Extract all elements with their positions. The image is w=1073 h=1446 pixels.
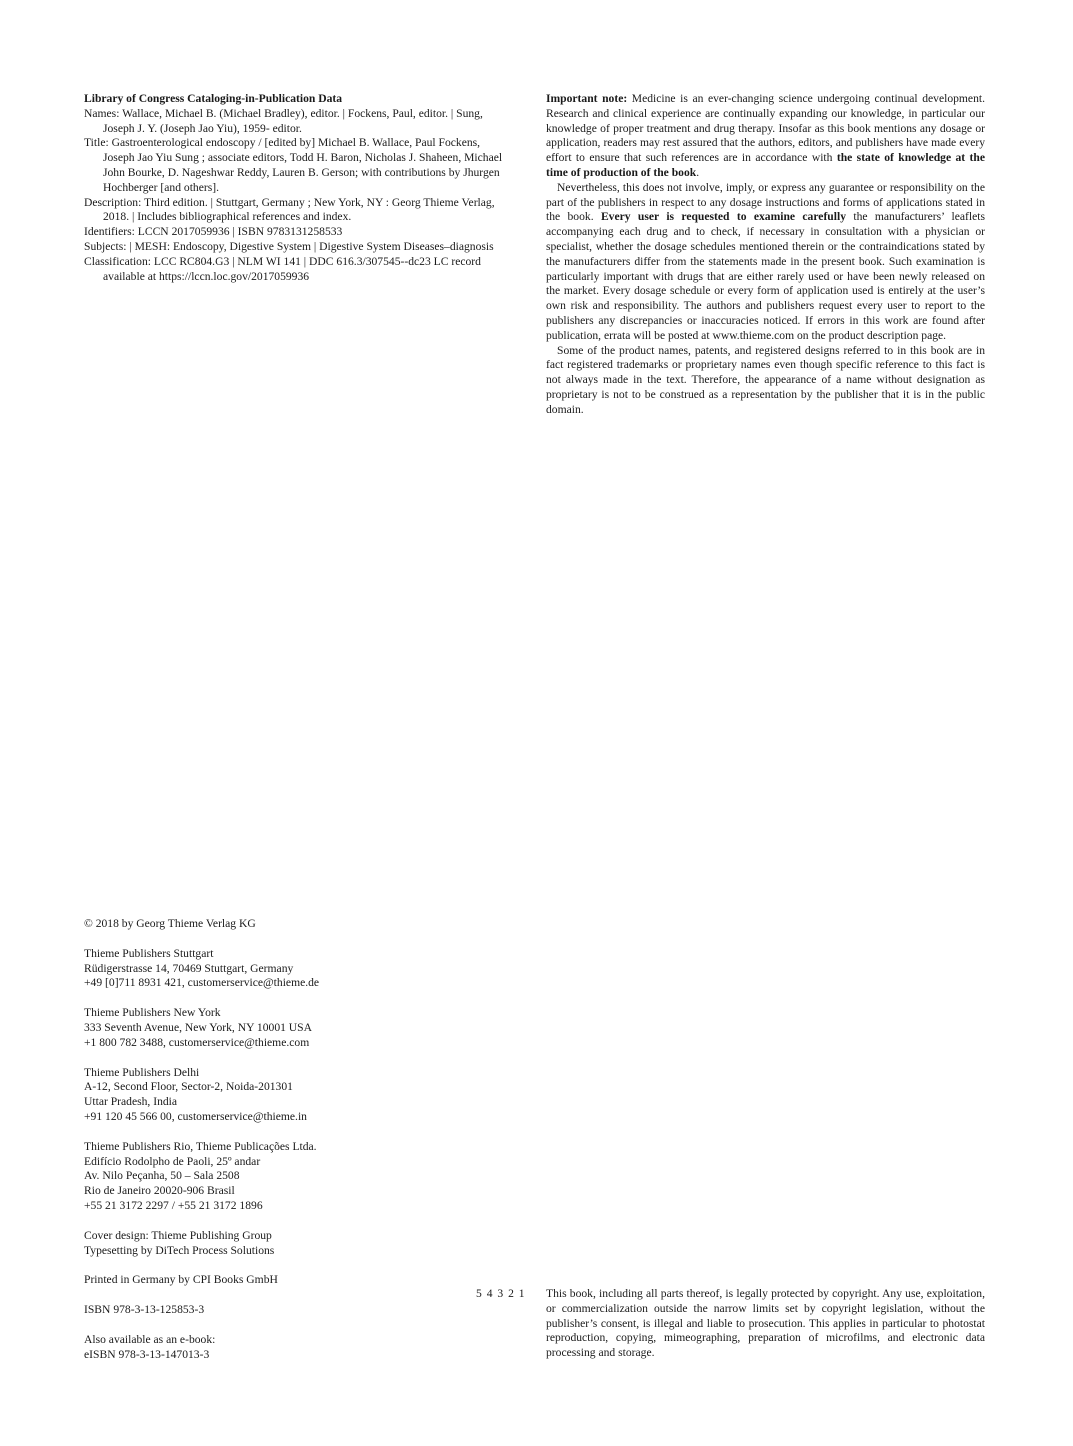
note-label: Important note: [546, 92, 628, 105]
address-stuttgart [84, 947, 464, 991]
cover-design-credit: Cover design: Thieme Publishing Group [84, 1228, 272, 1242]
address-line: 333 Seventh Avenue, New York, NY 10001 USA [84, 1020, 313, 1034]
cip-title: Title: Gastroenterological endoscopy / [edited by] Michael B. Wallace, Paul Fockens, Joseph Jao Yiu Sung ; associate editors, Todd H. Baron, Nicholas J. Shaheen, Michael John Bourke, D. Nageshwar Reddy, Lauren B. Gerson; with contributions by Jhurgen Hochberger [and others]. [84, 136, 503, 194]
address-line: Rio de Janeiro 20020-906 Brasil [84, 1184, 235, 1198]
address-newyork [84, 1006, 464, 1050]
address-line: +55 21 3172 2297 / +55 21 3172 1896 [84, 1198, 263, 1212]
note-p2-text-b: the manufacturers’ leaflets accompanying each drug and to check, if necessary in consultation with a physician or specialist, whether the dosage schedules mentioned therein or the contraindications stated by the manufacturers differ from the statements made in the present book. Such examination is particularly important with drugs that are either rarely used or have been newly released on the market. Every dosage schedule or every form of application used is entirely at the user’s own risk and responsibility. The authors and publishers request every user to report to the publishers any discrepancies or inaccuracies noticed. If errors in this work are found after publication, errata will be posted at www.thieme.com on the product description page. [546, 210, 985, 342]
cip-classification: Classification: LCC RC804.G3 | NLM WI 141 | DDC 616.3/307545--dc23 LC record available at https://lccn.loc.gov/2017059936 [84, 254, 481, 283]
cip-heading: Library of Congress Cataloging-in-Publication Data [84, 92, 343, 105]
important-note [546, 92, 985, 418]
address-line: +1 800 782 3488, customerservice@thieme.com [84, 1035, 310, 1049]
eisbn: eISBN 978-3-13-147013-3 [84, 1347, 210, 1361]
cip-description: Description: Third edition. | Stuttgart, Germany ; New York, NY : Georg Thieme Verlag, 2018. | Includes bibliographical references and index. [84, 195, 495, 224]
cip-identifiers: Identifiers: LCCN 2017059936 | ISBN 9783131258533 [84, 225, 343, 239]
note-p2-bold: Every user is requested to examine carefully [600, 210, 846, 224]
credits [84, 1229, 464, 1259]
publisher-info [84, 917, 464, 1378]
address-line: Thieme Publishers Delhi [84, 1065, 200, 1079]
address-line: Edifício Rodolpho de Paoli, 25º andar [84, 1154, 261, 1168]
address-line: Thieme Publishers New York [84, 1006, 221, 1020]
ebook-info [84, 1333, 464, 1363]
address-line: A-12, Second Floor, Sector-2, Noida-201301 [84, 1080, 293, 1094]
ebook-label: Also available as an e-book: [84, 1332, 216, 1346]
address-delhi [84, 1066, 464, 1125]
note-p1-text: Medicine is an ever-changing science undergoing continual development. Research and clinical experience are continually expanding our knowledge, in particular our knowledge of proper treatment and drug therapy. Insofar as this book mentions any dosage or application, readers may rest assured that the authors, editors, and publishers have made every effort to ensure that such references are in accordance with [546, 92, 985, 165]
address-line: +91 120 45 566 00, customerservice@thieme.in [84, 1109, 307, 1123]
note-p1-bold: the state of knowledge at the time of production of the book [546, 151, 985, 179]
note-paragraph-1 [546, 92, 985, 181]
copyright-line: © 2018 by Georg Thieme Verlag KG [84, 917, 256, 930]
address-rio [84, 1140, 464, 1214]
note-p1-end: . [696, 165, 700, 179]
printed-in: Printed in Germany by CPI Books GmbH [84, 1273, 278, 1287]
address-line: Av. Nilo Peçanha, 50 – Sala 2508 [84, 1169, 240, 1183]
note-paragraph-2 [546, 181, 985, 344]
print-run-number: 5 4 3 2 1 [476, 1287, 526, 1300]
cip-subjects: Subjects: | MESH: Endoscopy, Digestive System | Digestive System Diseases–diagnosis [84, 239, 494, 253]
address-line: +49 [0]711 8931 421, customerservice@thieme.de [84, 976, 320, 990]
address-line: Thieme Publishers Stuttgart [84, 946, 214, 960]
cip-names: Names: Wallace, Michael B. (Michael Bradley), editor. | Fockens, Paul, editor. | Sung, Joseph J. Y. (Joseph Jao Yiu), 1959- editor. [84, 106, 483, 135]
note-paragraph-3: Some of the product names, patents, and registered designs referred to in this book are in fact registered trademarks or proprietary names even though specific reference to this fact is not always made in the text. Therefore, the appearance of a name without designation as proprietary is not to be construed as a representation by the publisher that it is in the public domain. [546, 343, 985, 416]
cip-data-block [84, 92, 514, 284]
address-line: Thieme Publishers Rio, Thieme Publicações Ltda. [84, 1139, 317, 1153]
address-line: Uttar Pradesh, India [84, 1095, 178, 1109]
typesetting-credit: Typesetting by DiTech Process Solutions [84, 1243, 275, 1257]
address-line: Rüdigerstrasse 14, 70469 Stuttgart, Germany [84, 961, 294, 975]
note-p2-text-a: Nevertheless, this does not involve, imply, or express any guarantee or responsibility on the part of the publishers in respect to any dosage instructions and forms of applications stated in the book. [546, 180, 985, 224]
copyright-notice: This book, including all parts thereof, is legally protected by copyright. Any use, exploitation, or commercialization outside the narrow limits set by copyright legislation, without the publisher’s consent, is illegal and liable to prosecution. This applies in particular to photostat reproduction, copying, mimeographing, preparation of microfilms, and electronic data processing and storage. [546, 1287, 985, 1360]
isbn: ISBN 978-3-13-125853-3 [84, 1303, 205, 1317]
